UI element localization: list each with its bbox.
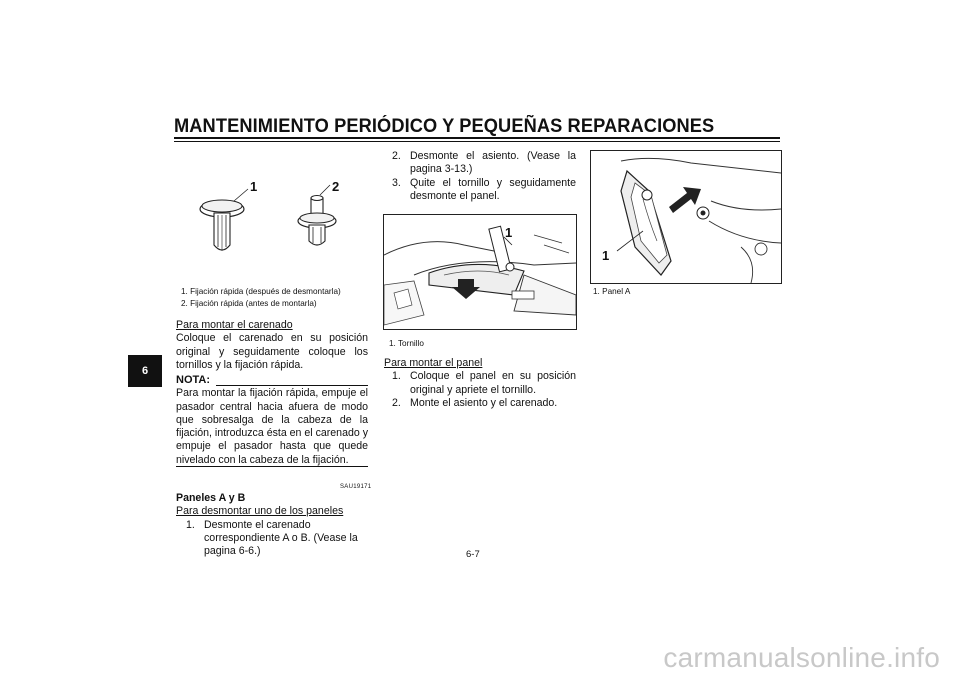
chapter-number: 6 (141, 365, 149, 377)
step-text: Desmonte el carenado correspondiente A o B. (Vease la pagina 6-6.) (204, 518, 358, 558)
caption-item: 2. Fijación rápida (antes de montarla) (181, 299, 317, 308)
step-text: Monte el asiento y el carenado. (410, 396, 558, 409)
panel-a-illustration (591, 151, 781, 283)
left-text-block (176, 319, 368, 372)
screw-figure (383, 214, 577, 330)
callout-1: 1 (602, 248, 610, 263)
install-fairing-text: Coloque el carenado en su posición original y seguidamente coloque los tornillos y la fijación rápida. (176, 332, 368, 371)
install-panel-block (384, 357, 576, 410)
remove-steps (176, 519, 368, 559)
page-number: 6-7 (466, 549, 480, 560)
step-item: 3. Quite el tornillo y seguidamente desmonte el panel. (392, 176, 576, 202)
left-figure-captions (181, 286, 367, 310)
step-text: Coloque el panel en su posición original y apriete el tornillo. (410, 370, 576, 396)
step-item: 1. Coloque el panel en su posición original y apriete el tornillo. (392, 370, 576, 396)
step-item: 2. Desmonte el asiento. (Vease la pagina 3-13.) (392, 150, 576, 176)
screw-illustration (384, 215, 576, 329)
step-text: Quite el tornillo y seguidamente desmonte el panel. (410, 176, 576, 202)
install-panel-steps (384, 370, 576, 410)
screw-caption: 1. Tornillo (389, 339, 424, 348)
callout-1: 1 (250, 179, 258, 194)
chapter-tab (128, 355, 162, 387)
step-item: 1. Desmonte el carenado correspondiente A o B. (Vease la pagina 6-6.) (186, 518, 358, 558)
caption-item: 1. Fijación rápida (después de desmontarla) (181, 287, 341, 296)
title-rule-thick (174, 137, 780, 139)
panels-section (176, 492, 368, 558)
panel-a-caption: 1. Panel A (593, 287, 631, 296)
middle-steps-block (386, 150, 576, 203)
install-fairing-heading: Para montar el carenado (176, 319, 293, 331)
note-bottom-rule (176, 466, 368, 467)
step-item: 2. Monte el asiento y el carenado. (392, 396, 558, 409)
note-block (176, 374, 368, 467)
page-title: MANTENIMIENTO PERIÓDICO Y PEQUEÑAS REPARACIONES (174, 116, 715, 137)
note-label: NOTA: (176, 374, 211, 386)
step-text: Desmonte el asiento. (Vease la pagina 3-13.) (410, 150, 576, 176)
panel-a-figure (590, 150, 782, 284)
section-title: Paneles A y B (176, 492, 246, 504)
callout-1: 1 (505, 225, 513, 240)
middle-steps (386, 150, 576, 203)
section-code: SAU19171 (340, 484, 372, 490)
note-top-rule (216, 385, 368, 386)
note-text: Para montar la fijación rápida, empuje el pasador central hacia afuera de modo que sobresalga de la cabeza de la fijación, introduzca ésta en el carenado y empuje el pasador hasta que quede nivelado con la cabeza de la fijación. (176, 387, 368, 466)
remove-panel-heading: Para desmontar uno de los paneles (176, 505, 344, 518)
callout-2: 2 (332, 179, 340, 194)
title-rule-thin (174, 141, 780, 142)
install-panel-heading: Para montar el panel (384, 357, 483, 369)
watermark: carmanualsonline.info (663, 642, 940, 673)
